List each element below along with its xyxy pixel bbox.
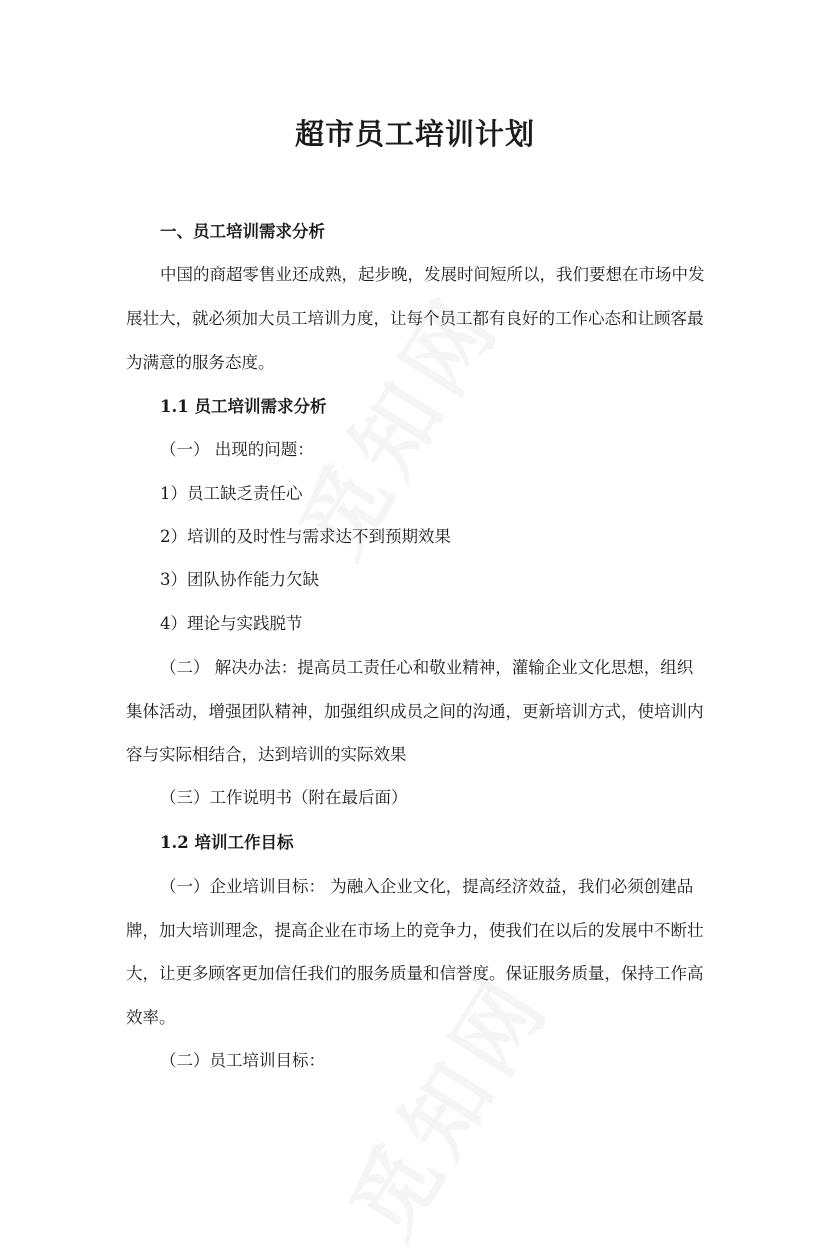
list-item: 1）员工缺乏责任心 bbox=[160, 484, 303, 503]
paragraph-line: （三）工作说明书（附在最后面） bbox=[160, 788, 408, 807]
paragraph-line: 集体活动，增强团队精神，加强组织成员之间的沟通，更新培训方式，使培训内 bbox=[126, 702, 704, 721]
paragraph-line: （二）员工培训目标： bbox=[160, 1051, 325, 1070]
list-item: 3）团队协作能力欠缺 bbox=[160, 570, 319, 589]
subsection-heading: 1.1 员工培训需求分析 bbox=[160, 397, 327, 416]
paragraph-line: 容与实际相结合，达到培训的实际效果 bbox=[126, 745, 407, 764]
paragraph-line: 为满意的服务态度。 bbox=[126, 353, 275, 372]
paragraph-line: 牌，加大培训理念，提高企业在市场上的竞争力，使我们在以后的发展中不断壮 bbox=[126, 921, 704, 940]
section-heading: 一、员工培训需求分析 bbox=[160, 222, 325, 241]
subsection-heading: 1.2 培训工作目标 bbox=[160, 833, 294, 852]
paragraph-line: 展壮大，就必须加大员工培训力度，让每个员工都有良好的工作心态和让顾客最 bbox=[126, 309, 704, 328]
paragraph-line: （二） 解决办法：提高员工责任心和敬业精神，灌输企业文化思想，组织 bbox=[160, 658, 694, 677]
paragraph-line: 效率。 bbox=[126, 1008, 176, 1027]
document-title: 超市员工培训计划 bbox=[294, 117, 535, 151]
paragraph-line: 中国的商超零售业还成熟，起步晚，发展时间短所以，我们要想在市场中发 bbox=[160, 265, 705, 284]
list-item: 4）理论与实践脱节 bbox=[160, 614, 303, 633]
paragraph-line: （一） 出现的问题： bbox=[160, 440, 314, 459]
paragraph-line: 大，让更多顾客更加信任我们的服务质量和信誉度。保证服务质量，保持工作高 bbox=[126, 964, 704, 983]
list-item: 2）培训的及时性与需求达不到预期效果 bbox=[160, 527, 451, 546]
paragraph-line: （一）企业培训目标： 为融入企业文化，提高经济效益，我们必须创建品 bbox=[160, 877, 694, 896]
watermark bbox=[315, 947, 573, 1257]
